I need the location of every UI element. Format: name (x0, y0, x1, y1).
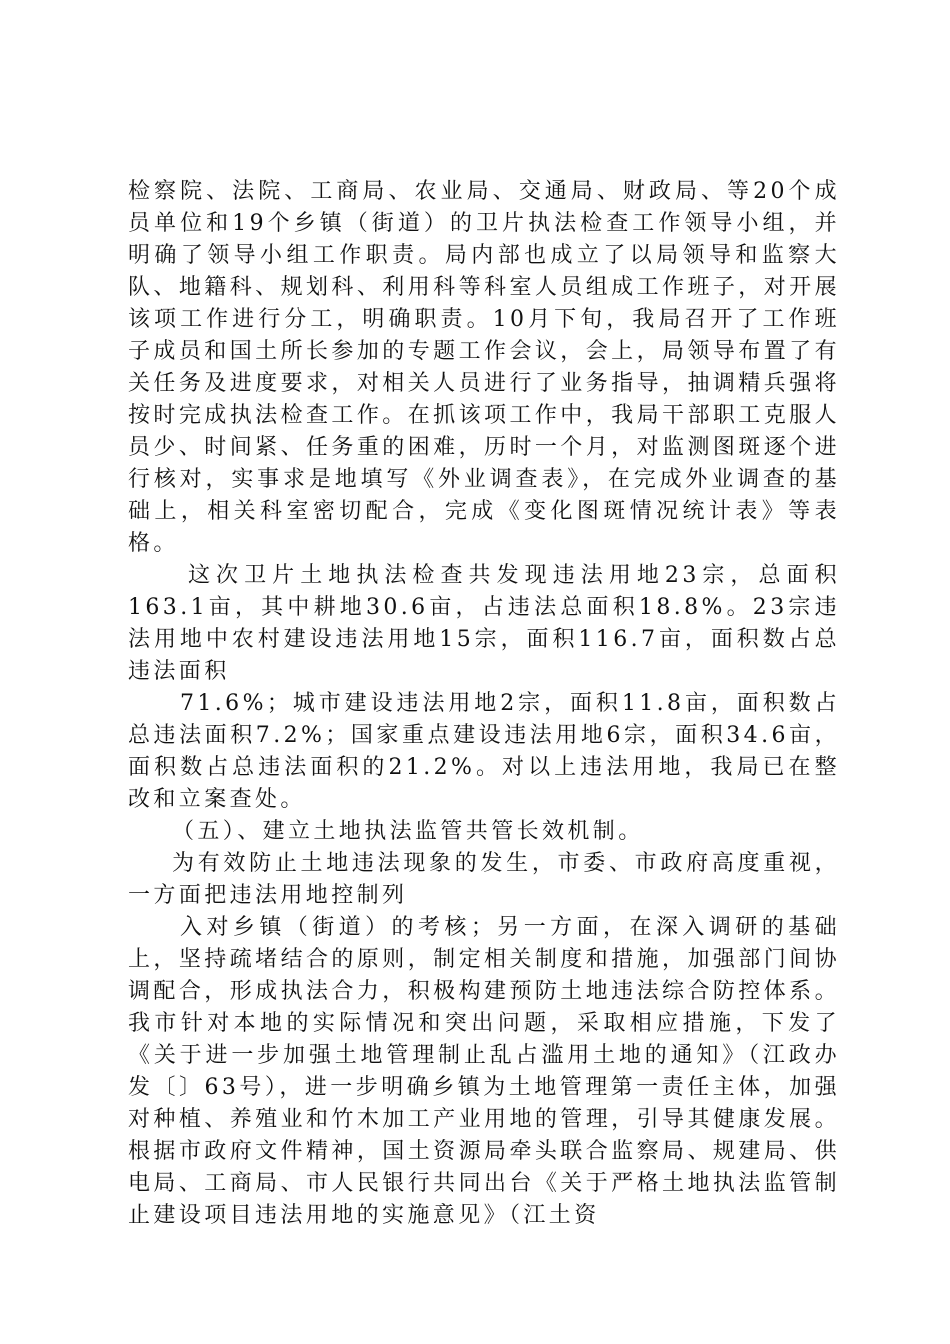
paragraph-violation-statistics: 这次卫片土地执法检查共发现违法用地23宗，总面积163.1亩，其中耕地30.6亩，占违法总面积18.8%。23宗违法用地中农村建设违法用地15宗，面积116.7亩，面积数占总违法面积 (128, 563, 840, 684)
document-body (128, 176, 840, 1232)
paragraph-prevention-intro: 为有效防止土地违法现象的发生，市委、市政府高度重视，一方面把违法用地控制列 (128, 851, 840, 908)
paragraph-prevention-measures: 入对乡镇（街道）的考核；另一方面，在深入调研的基础上，坚持疏堵结合的原则，制定相关制度和措施，加强部门间协调配合，形成执法合力，积极构建预防土地违法综合防控体系。我市针对本地的实际情况和突出问题，采取相应措施，下发了《关于进一步加强土地管理制止乱占滥用土地的通知》（江政办发〔〕63号），进一步明确乡镇为土地管理第一责任主体，加强对种植、养殖业和竹木加工产业用地的管理，引导其健康发展。根据市政府文件精神，国土资源局牵头联合监察局、规建局、供电局、工商局、市人民银行共同出台《关于严格土地执法监管制止建设项目违法用地的实施意见》（江土资 (128, 915, 840, 1228)
paragraph-violation-breakdown: 71.6%；城市建设违法用地2宗，面积11.8亩，面积数占总违法面积7.2%；国家重点建设违法用地6宗，面积34.6亩，面积数占总违法面积的21.2%。对以上违法用地，我局已在整改和立案查处。 (128, 691, 840, 812)
section-heading-five: （五）、建立土地执法监管共管长效机制。 (172, 819, 644, 844)
paragraph-leadership-group: 检察院、法院、工商局、农业局、交通局、财政局、等20个成员单位和19个乡镇（街道）的卫片执法检查工作领导小组，并明确了领导小组工作职责。局内部也成立了以局领导和监察大队、地籍科、规划科、利用科等科室人员组成工作班子，对开展该项工作进行分工，明确职责。10月下旬，我局召开了工作班子成员和国土所长参加的专题工作会议，会上，局领导布置了有关任务及进度要求，对相关人员进行了业务指导，抽调精兵强将按时完成执法检查工作。在抓该项工作中，我局干部职工克服人员少、时间紧、任务重的困难，历时一个月，对监测图斑逐个进行核对，实事求是地填写《外业调查表》，在完成外业调查的基础上，相关科室密切配合，完成《变化图斑情况统计表》等表格。 (128, 179, 840, 556)
